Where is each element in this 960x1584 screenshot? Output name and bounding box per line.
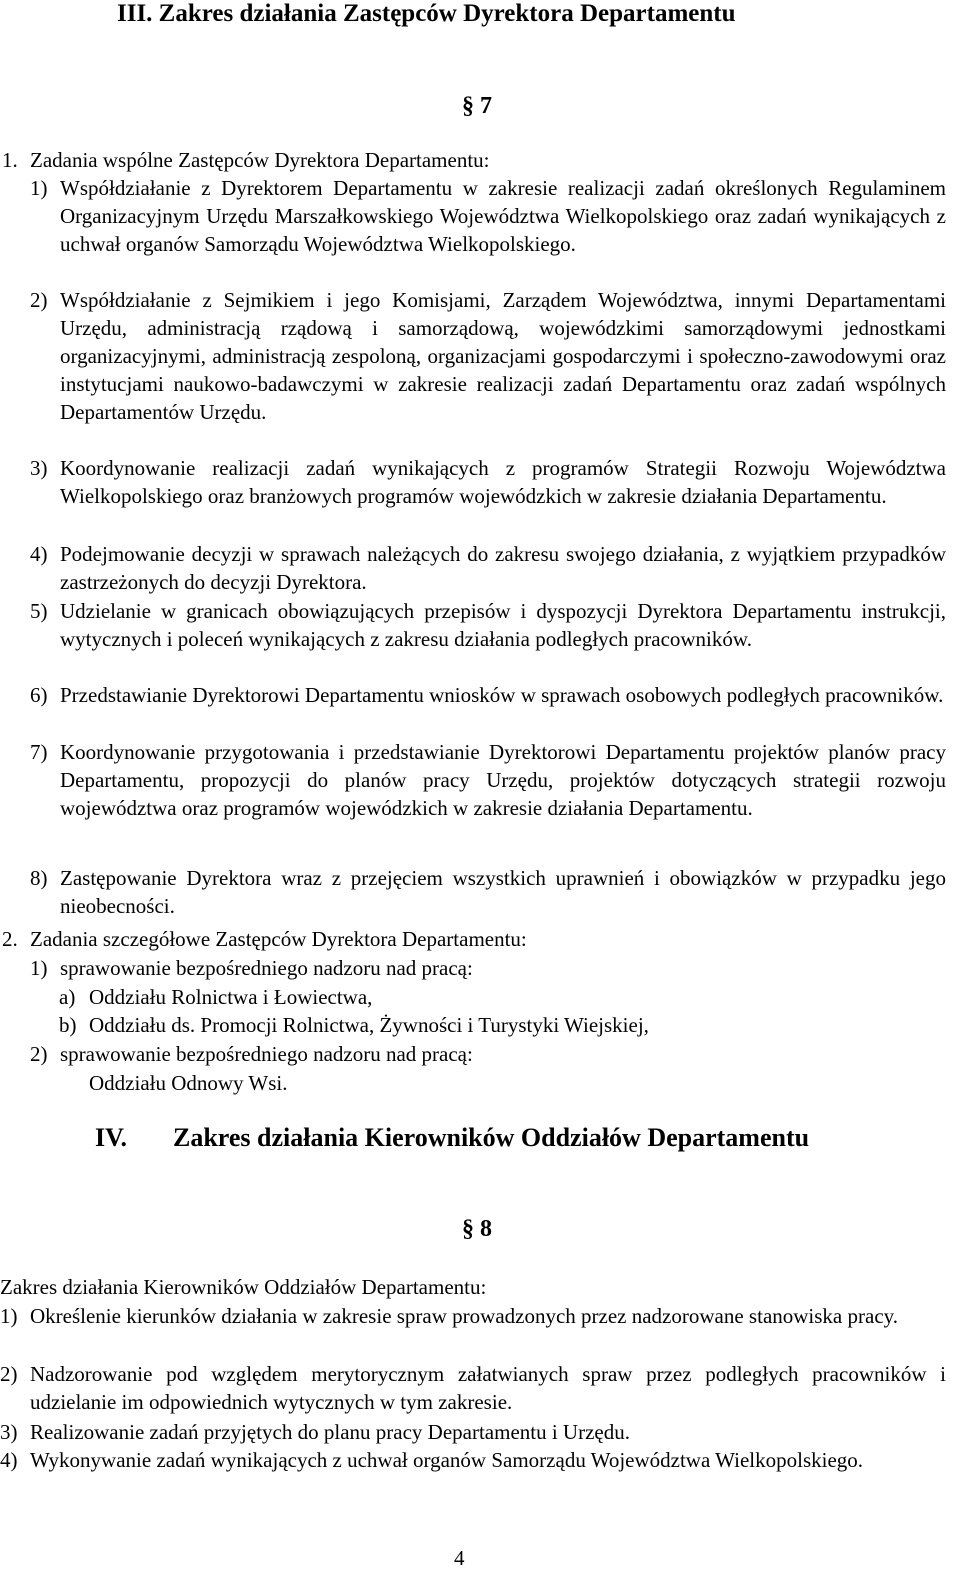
section8-item-4: [0, 1446, 946, 1474]
item2-subitem-2-continuation: Oddziału Odnowy Wsi.: [89, 1071, 288, 1095]
section-iv-heading: [95, 1122, 810, 1154]
subitem-number: 1): [30, 956, 48, 980]
subitem-text: Przedstawianie Dyrektorowi Departamentu wniosków w sprawach osobowych podległych pracowników.: [60, 683, 944, 707]
subitem-7: [30, 738, 946, 822]
subitem-text: Współdziałanie z Dyrektorem Departamentu w zakresie realizacji zadań określonych Regulaminem Organizacyjnym Urzędu Marszałkowskiego Województwa Wielkopolskiego oraz zadań wynikających z uchwał organów Samorządu Województwa Wielkopolskiego.: [60, 176, 946, 256]
subitem-number: 2): [30, 1042, 48, 1066]
page-number: 4: [454, 1546, 465, 1570]
subitem-3: [30, 454, 946, 510]
section-iv-title: Zakres działania Kierowników Oddziałów Departamentu: [173, 1123, 810, 1152]
subitem-text: sprawowanie bezpośredniego nadzoru nad pracą:: [60, 1042, 473, 1066]
paragraph-7-sign: § 7: [462, 93, 492, 119]
subitem-1: [30, 174, 946, 258]
subitem-text: Podejmowanie decyzji w sprawach należących do zakresu swojego działania, z wyjątkiem przypadków zastrzeżonych do decyzji Dyrektora.: [60, 542, 946, 594]
item-number: 2.: [2, 927, 18, 951]
item-title: Zadania wspólne Zastępców Dyrektora Departamentu:: [30, 148, 490, 172]
paragraph-8-sign: § 8: [462, 1216, 492, 1242]
subitem-8: [30, 864, 946, 920]
subitem-number: 1): [30, 176, 48, 200]
subitem-text: Zastępowanie Dyrektora wraz z przejęciem wszystkich uprawnień i obowiązków w przypadku jego nieobecności.: [60, 866, 946, 918]
subitem-number: 4): [30, 542, 48, 566]
item-title: Zadania szczegółowe Zastępców Dyrektora Departamentu:: [30, 927, 527, 951]
subitem-text: Współdziałanie z Sejmikiem i jego Komisjami, Zarządem Województwa, innymi Departamentami Urzędu, administracją rządową i samorządową, wojewódzkimi samorządowymi jednostkami organizacyjnymi, administracją zespoloną, organizacjami gospodarczymi i społeczno-zawodowymi oraz instytucjami naukowo-badawczymi w zakresie realizacji zadań Departamentu oraz zadań wspólnych Departamentów Urzędu.: [60, 288, 946, 424]
subitem-number: 7): [30, 740, 48, 764]
section8-intro: Zakres działania Kierowników Oddziałów Departamentu:: [0, 1275, 487, 1299]
subitem-5: [30, 597, 946, 653]
subitem-number: 2): [30, 288, 48, 312]
section-iii-heading: III. Zakres działania Zastępców Dyrektora Departamentu: [117, 0, 736, 27]
item-number: 1.: [2, 148, 18, 172]
subitem-number: 8): [30, 866, 48, 890]
section8-item-1: [0, 1302, 946, 1330]
item-text: Nadzorowanie pod względem merytorycznym załatwianych spraw przez podległych pracowników i udzielanie im odpowiednich wytycznych w tym zakresie.: [30, 1362, 946, 1414]
subitem-text: Koordynowanie przygotowania i przedstawianie Dyrektorowi Departamentu projektów planów pracy Departamentu, propozycji do planów pracy Urzędu, projektów dotyczących strategii rozwoju województwa oraz programów wojewódzkich w zakresie działania Departamentu.: [60, 740, 946, 820]
section8-item-2: [0, 1360, 946, 1416]
item-number: 3): [0, 1420, 18, 1444]
section-iv-number: IV.: [95, 1123, 128, 1152]
subitem-number: 3): [30, 456, 48, 480]
subitem-number: 5): [30, 599, 48, 623]
subitem-letter: b): [59, 1013, 77, 1037]
item-text: Wykonywanie zadań wynikających z uchwał organów Samorządu Województwa Wielkopolskiego.: [30, 1448, 864, 1472]
subitem-6: [30, 681, 946, 709]
subitem-number: 6): [30, 683, 48, 707]
subitem-4: [30, 540, 946, 596]
subitem-text: sprawowanie bezpośredniego nadzoru nad pracą:: [60, 956, 473, 980]
subitem-text: Koordynowanie realizacji zadań wynikających z programów Strategii Rozwoju Województwa Wielkopolskiego oraz branżowych programów wojewódzkich w zakresie działania Departamentu.: [60, 456, 946, 508]
subitem-text: Oddziału Rolnictwa i Łowiectwa,: [89, 985, 373, 1009]
subitem-letter: a): [59, 985, 76, 1009]
subitem-text: Udzielanie w granicach obowiązujących przepisów i dyspozycji Dyrektora Departamentu instrukcji, wytycznych i poleceń wynikających z zakresu działania podległych pracowników.: [60, 599, 946, 651]
item-number: 2): [0, 1362, 18, 1386]
subitem-text: Oddziału ds. Promocji Rolnictwa, Żywności i Turystyki Wiejskiej,: [89, 1013, 649, 1037]
item-text: Określenie kierunków działania w zakresie spraw prowadzonych przez nadzorowane stanowiska pracy.: [30, 1304, 899, 1328]
subitem-2: [30, 286, 946, 426]
section8-item-3: [0, 1418, 946, 1446]
item-number: 4): [0, 1448, 18, 1472]
item-number: 1): [0, 1304, 18, 1328]
item-text: Realizowanie zadań przyjętych do planu pracy Departamentu i Urzędu.: [30, 1420, 630, 1444]
